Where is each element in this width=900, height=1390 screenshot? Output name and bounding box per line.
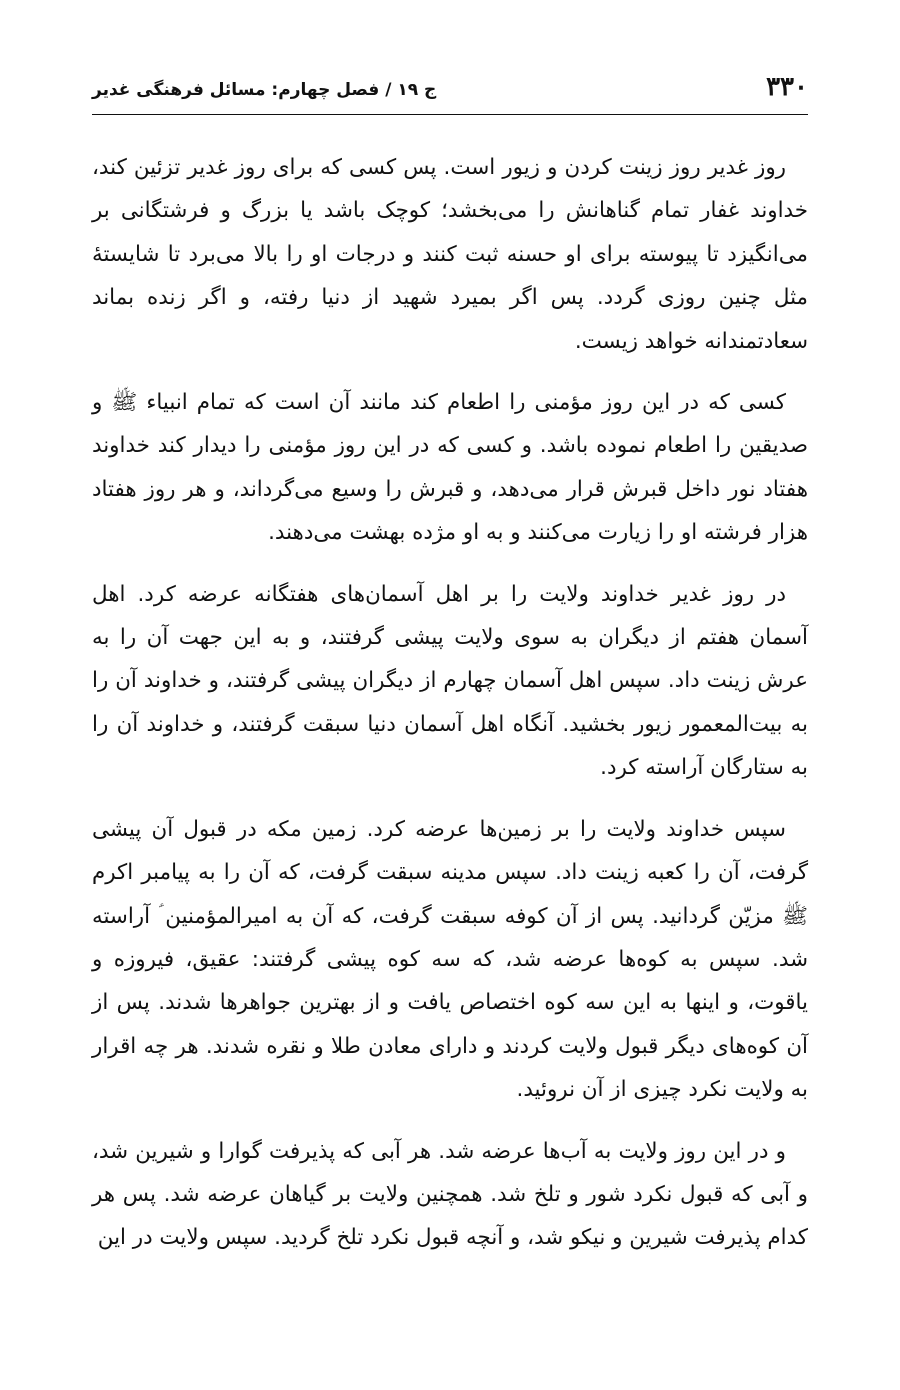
- paragraph: و در این روز ولایت به آب‌ها عرضه شد. هر آبی که پذیرفت گوارا و شیرین شد، و آبی که قبول نکرد شور و تلخ شد. همچنین ولایت بر گیاهان عرضه شد. پس هر کدام پذیرفت شیرین و نیکو شد، و آنچه قبول نکرد تلخ گردید. سپس ولایت در این: [92, 1138, 808, 1251]
- paragraph: کسی که در این روز مؤمنی را اطعام کند مانند آن است که تمام انبیاء ﷺ و صدیقین را اطعام نموده باشد. و کسی که در این روز مؤمنی را دیدار کند خداوند هفتاد نور داخل قبرش قرار می‌دهد، و قبرش را وسیع می‌گرداند، و هر روز هفتاد هزار فرشته او را زیارت می‌کنند و به او مژده بهشت می‌دهند.: [92, 390, 808, 546]
- chapter-title: ج ۱۹ / فصل چهارم: مسائل فرهنگی غدیر: [92, 80, 437, 100]
- body-text: [92, 146, 808, 1278]
- running-header: [92, 70, 808, 115]
- paragraph: سپس خداوند ولایت را بر زمین‌ها عرضه کرد. زمین مکه در قبول آن پیشی گرفت، آن را کعبه زینت داد. سپس مدینه سبقت گرفت، که آن را به پیامبر اکرم ﷺ مزیّن گردانید. پس از آن کوفه سبقت گرفت، که آن به امیرالمؤمنین ؑ آراسته شد. سپس به کوه‌ها عرضه شد، که سه کوه پیشی گرفتند: عقیق، فیروزه و یاقوت، و اینها به این سه کوه اختصاص یافت و از بهترین جواهرها شدند. پس از آن کوه‌های دیگر قبول ولایت کردند و دارای معادن طلا و نقره شدند. هر چه اقرار به ولایت نکرد چیزی از آن نروئید.: [92, 816, 808, 1103]
- paragraph: در روز غدیر خداوند ولایت را بر اهل آسمان‌های هفتگانه عرضه کرد. اهل آسمان هفتم از دیگران به سوی ولایت پیشی گرفتند، و به این جهت آن را به عرش زینت داد. سپس اهل آسمان چهارم از دیگران پیشی گرفتند، و خداوند آن را به بیت‌المعمور زیور بخشید. آنگاه اهل آسمان دنیا سبقت گرفتند، و خداوند آن را به ستارگان آراسته کرد.: [92, 581, 808, 781]
- page-number: ۳۳۰: [766, 72, 808, 102]
- paragraph: روز غدیر روز زینت کردن و زیور است. پس کسی که برای روز غدیر تزئین کند، خداوند غفار تمام گناهانش را می‌بخشد؛ کوچک باشد یا بزرگ و فرشتگانی بر می‌انگیزد تا پیوسته برای او حسنه ثبت کنند و درجات او را بالا می‌برد تا شایستهٔ مثل چنین روزی گردد. پس اگر بمیرد شهید از دنیا رفته، و اگر زنده بماند سعادتمندانه خواهد زیست.: [92, 155, 808, 354]
